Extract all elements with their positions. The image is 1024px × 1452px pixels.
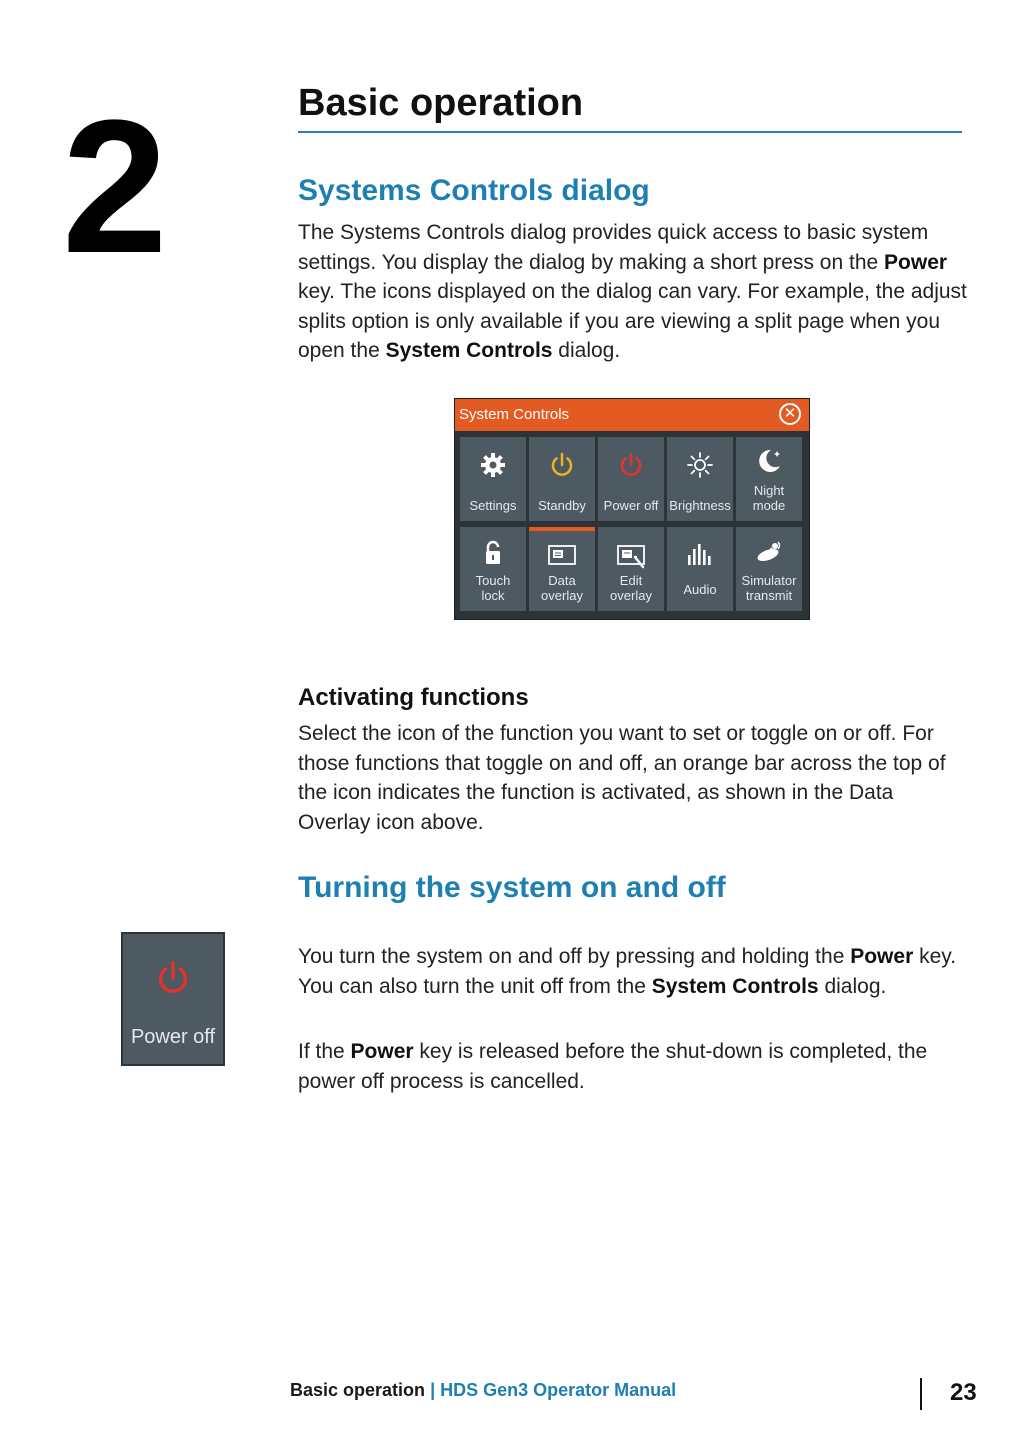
footer-separator: | [430, 1380, 436, 1400]
tile-edit-overlay[interactable] [598, 527, 664, 611]
tile-touch-lock[interactable] [460, 527, 526, 611]
power-icon [598, 449, 664, 481]
tile-brightness[interactable] [667, 437, 733, 521]
tile-simulator-transmit[interactable] [736, 527, 802, 611]
tile-label-line1: Edit [619, 573, 643, 588]
tile-label-line1: Data [548, 573, 576, 588]
tile-label-line2: overlay [541, 588, 583, 603]
close-icon: ✕ [783, 405, 797, 422]
dialog-header [455, 399, 809, 431]
tile-label-line1: Simulator [741, 573, 797, 588]
system-controls-dialog [454, 398, 810, 620]
tile-label-line2: overlay [610, 588, 652, 603]
simulator-icon [736, 537, 802, 569]
power-paragraph-1: You turn the system on and off by pressing and holding the Power key. You can also turn the unit off from the System Controls dialog. [298, 945, 957, 998]
section-paragraph: The Systems Controls dialog provides quick access to basic system settings. You display the dialog by making a short press on the Power key. The icons displayed on the dialog can vary. For example, the adjust splits option is only available if you are viewing a split page when you open the System Controls dialog. [298, 221, 967, 362]
tile-label: Brightness [669, 498, 731, 513]
tile-data-overlay[interactable] [529, 527, 595, 611]
tile-label: Audio [683, 582, 717, 597]
sun-icon [667, 449, 733, 481]
activating-paragraph: Select the icon of the function you want to set or toggle on or off. For those functions that toggle on and off, an orange bar across the top of the icon indicates the function is activated, as shown in the Data Overlay icon above. [298, 722, 946, 834]
footer-doc-title: HDS Gen3 Operator Manual [440, 1380, 677, 1400]
gear-icon [460, 449, 526, 481]
title-underline [298, 131, 962, 133]
page-number: 23 [950, 1379, 977, 1406]
audio-icon [667, 539, 733, 571]
footer-divider [920, 1378, 922, 1410]
power-off-label: Power off [130, 1026, 216, 1048]
page-title: Basic operation [298, 82, 584, 124]
tile-label-line2: mode [752, 498, 786, 513]
power-off-tile[interactable] [121, 932, 225, 1066]
data-overlay-icon [529, 539, 595, 571]
tile-standby[interactable] [529, 437, 595, 521]
power-paragraph-2: If the Power key is released before the shut-down is completed, the power off process is cancelled. [298, 1040, 928, 1093]
tile-label-line2: lock [481, 588, 505, 603]
tile-label-line1: Night [753, 483, 785, 498]
tile-power-off[interactable] [598, 437, 664, 521]
section-heading-turning-on-off: Turning the system on and off [298, 871, 726, 904]
standby-icon [529, 449, 595, 481]
tile-label: Settings [469, 498, 517, 513]
chapter-number: 2 [62, 81, 164, 293]
moon-icon [736, 445, 802, 477]
tile-settings[interactable] [460, 437, 526, 521]
tile-label: Standby [538, 498, 586, 513]
lock-icon [460, 537, 526, 569]
tile-label-line1: Touch [475, 573, 511, 588]
section-heading-system-controls: Systems Controls dialog [298, 174, 650, 207]
subheading-activating-functions: Activating functions [298, 684, 529, 711]
dialog-title: System Controls [459, 406, 570, 423]
tile-label: Power off [603, 498, 659, 513]
edit-overlay-icon [598, 539, 664, 571]
tile-night-mode[interactable] [736, 437, 802, 521]
tile-audio[interactable] [667, 527, 733, 611]
active-indicator-bar [529, 527, 595, 531]
power-icon [123, 956, 223, 1000]
footer-section: Basic operation [290, 1380, 426, 1400]
close-button[interactable] [779, 403, 801, 425]
footer [290, 1380, 676, 1401]
tile-label-line2: transmit [745, 588, 793, 603]
